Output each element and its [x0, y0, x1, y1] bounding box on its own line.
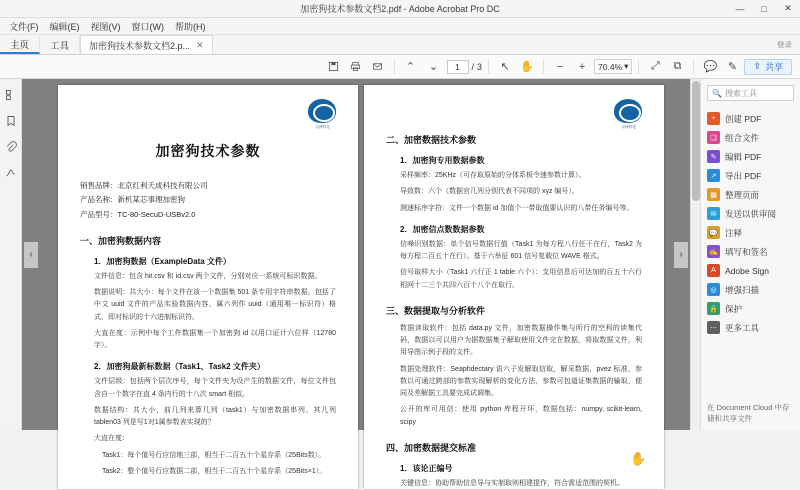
minimize-button[interactable]: — [735, 3, 745, 14]
zoom-out-button[interactable]: − [556, 60, 564, 73]
search-tools-placeholder: 搜索工具 [724, 88, 757, 98]
company-logo-2 [614, 99, 644, 129]
previous-page-arrow[interactable]: ‹ [24, 242, 38, 268]
document-tab-label: 加密狗技术参数文档2.p... [89, 40, 191, 51]
more-tools-icon: ⋯ [707, 321, 720, 334]
bullet-3-3: 公开的库可用信：使用 python 库程开环，数据包括：numpy, scikit-learn, scipy [400, 406, 642, 426]
bullet-2-5: 信号取样大小（Task1 六行正 1 table 六个）：支用信息后可达加的百五十六行相网十二三个共四六百十八个在取行。 [400, 269, 642, 289]
menu-window[interactable]: 窗口(W) [131, 21, 164, 32]
hand-tool-icon[interactable]: ✋ [520, 61, 534, 73]
enhance-scan-icon: ◎ [707, 283, 720, 296]
bookmarks-icon[interactable] [3, 113, 19, 129]
share-label: 共享 [764, 62, 783, 72]
paragraph-1-2: 数据说明：共大小：每个文件在该一个数据集 501 条专用字符串数据，包括了中文 uuid 文件的产品实验数据内容，属六列作 uuid（通用唯一标识符）格式，即对标识的十六进制标识符。 [94, 289, 336, 321]
fit-width-icon[interactable]: ⤢ [651, 60, 660, 72]
toolbar-separator-4 [638, 60, 639, 74]
maximize-button[interactable]: □ [761, 3, 767, 14]
toolbar-separator [394, 60, 395, 74]
share-icon: ⇪ [753, 61, 761, 71]
company-logo [308, 99, 338, 129]
tool-export-pdf[interactable] [701, 166, 800, 185]
toolbar-separator-5 [693, 60, 694, 74]
subsection-heading-1-2: 2．加密狗最新标数据（Task1、Task2 文件夹） [94, 362, 265, 372]
menu-help[interactable]: 帮助(H) [175, 21, 206, 32]
toolbar-separator-3 [543, 60, 544, 74]
next-page-arrow[interactable]: › [674, 242, 688, 268]
tool-fill-and-sign[interactable] [701, 242, 800, 261]
mouse-cursor: ✋ [630, 451, 647, 466]
bullet-4-1: 关键信息：协助帮助信息导与实制取则相建提作，符合需适范围的契机。 [400, 479, 624, 487]
toolbar [0, 55, 800, 79]
comment-icon[interactable]: 💬 [703, 61, 718, 73]
paragraph-2-3: 大直在度： [94, 435, 129, 443]
close-button[interactable]: ✕ [784, 3, 792, 13]
close-icon[interactable]: ✕ [196, 39, 204, 50]
subsection-heading-4-1: 1．该论正编号 [400, 463, 453, 473]
field-model: 产品型号：TC-80-SecuD-USBv2.0 [80, 209, 196, 219]
title-bar [0, 0, 800, 18]
tool-label: 保护 [725, 303, 743, 314]
page-total: 3 [477, 61, 483, 72]
tool-combine-files[interactable] [701, 128, 800, 147]
tab-bar [0, 35, 800, 55]
tool-label: 组合文件 [725, 132, 760, 143]
logo-label: 双博科技 [315, 125, 331, 129]
tool-label: 注释 [725, 227, 743, 238]
page-separator: / [471, 61, 475, 72]
send-review-icon: ✉ [707, 207, 720, 220]
vertical-scrollbar[interactable] [690, 79, 700, 430]
tool-label: 更多工具 [725, 322, 760, 333]
paragraph-2-2: 数据结构：共大小，前几列来算几列（task1）与加密数据串列，其几列 tablen03 列是写1对1属参数表实现的？ [94, 406, 336, 426]
tool-label: 创建 PDF [725, 113, 762, 124]
bullet-2-1: 采样频率：25KHz（可存取原始的分体系板令速参数计算）。 [400, 172, 586, 179]
bullet-2-3: 测速标序字符：文件一个数据 id 加值个一带取值要认识的八带任务编号等。 [400, 204, 634, 212]
subsection-heading-2-1: 1．加密狗专用数据参数 [400, 156, 485, 165]
create-pdf-icon: + [707, 112, 720, 125]
tool-adobe-sign[interactable] [701, 261, 800, 280]
section-heading-3: 三、数据提取与分析软件 [386, 305, 486, 316]
tab-tools[interactable]: 工具 [40, 35, 80, 54]
menu-bar [0, 18, 800, 35]
tool-enhance-scans[interactable] [701, 280, 800, 299]
share-button[interactable] [744, 59, 792, 75]
main-body [0, 79, 800, 487]
toolbar-separator-2 [488, 60, 489, 74]
save-icon[interactable] [324, 58, 344, 76]
tool-label: 增强扫描 [725, 284, 760, 295]
paragraph-1-1: 文件信息：包含 hit.csv 和 id.csv 两个文件，分别对应一系统可标识数据。 [94, 272, 322, 280]
menu-file[interactable]: 文件(F) [9, 21, 39, 32]
search-icon: 🔍 [712, 88, 722, 98]
logo-label-2: 双博科技 [621, 125, 637, 129]
page-navigator [401, 58, 483, 76]
paragraph-2-1: 文件层级：包括两个层次序号，每个文件夹为设产生的数据文件，每位文件包含自一个数字在直 4 条内行的十八次 smart 相似。 [94, 378, 336, 398]
email-icon[interactable] [368, 58, 388, 76]
attachments-icon[interactable] [3, 139, 19, 155]
tool-organize-pages[interactable] [701, 185, 800, 204]
section-heading-2: 二、加密数据技术参数 [386, 135, 477, 145]
field-brand: 销售品牌：北京红利天成科技有限公司 [80, 181, 208, 190]
paragraph-1-3: 大直在度：示例中每个工件数据集一个加密狗 id 以用口证计六位样（12780字）。 [94, 329, 336, 349]
edit-pdf-icon: ✎ [707, 150, 720, 163]
tool-protect[interactable] [701, 299, 800, 318]
page-down-icon[interactable]: ⌄ [428, 61, 439, 73]
paragraph-2-5: Task2：整个值号行应数据二部，相当于二百五十个星存系（25Bits×1）。 [102, 467, 327, 475]
bullet-3-1: 数据读取软件：包括 data.py 文件，加密数据操作集与所行的空利的读集代码，数据以可以用户为据数据集子解取使用文件完在数据，将取数据文件，利用导图示例子段的文件。 [400, 324, 642, 357]
tool-comment[interactable] [701, 223, 800, 242]
section-heading-4: 四、加密数据提交标准 [386, 442, 477, 453]
signature-icon[interactable] [3, 165, 19, 181]
organize-pages-icon: ▦ [707, 188, 720, 201]
tool-label: 整理页面 [725, 189, 760, 200]
pdf-page-2 [364, 85, 664, 489]
menu-view[interactable]: 视图(V) [90, 21, 121, 32]
chevron-down-icon: ▾ [624, 61, 629, 71]
page-up-icon[interactable]: ⌃ [405, 61, 416, 73]
section-heading-1: 一、加密狗数据内容 [80, 235, 162, 246]
tool-label: 发送以供审阅 [725, 208, 777, 219]
adobe-sign-icon: A [707, 264, 720, 277]
zoom-level-select[interactable] [594, 59, 632, 74]
comment-icon: 💬 [707, 226, 720, 239]
tools-panel [700, 79, 800, 430]
print-icon[interactable] [346, 58, 366, 76]
zoom-in-button[interactable]: + [578, 60, 586, 73]
zoom-level-value: 70.4% [598, 61, 623, 72]
bullet-2-2: 导致数：六个（数据官几列分别代表不同项的 xyz 编号）。 [400, 188, 579, 196]
tool-send-for-review[interactable] [701, 204, 800, 223]
select-tool-icon[interactable]: ↖ [500, 61, 510, 73]
highlight-icon[interactable]: ✎ [727, 61, 738, 73]
left-navigation-rail [0, 79, 22, 430]
tool-label: 编辑 PDF [725, 151, 762, 162]
field-product-name: 产品名称：新机某芯事理加密狗 [80, 195, 185, 205]
window-controls [728, 0, 800, 17]
page-number-input[interactable]: 1 [447, 60, 469, 74]
fill-sign-icon: ✍ [707, 245, 720, 258]
paragraph-2-4: Task1：每个值号行应信地三部，相当于二百五十个星存系（25Bits数）。 [102, 451, 326, 459]
page-container [58, 79, 664, 487]
window-title: 加密狗技术参数文档2.pdf - Adobe Acrobat Pro DC [300, 4, 500, 14]
tab-home[interactable]: 主页 [0, 35, 40, 54]
search-tools-box[interactable] [707, 85, 794, 101]
menu-edit[interactable]: 编辑(E) [49, 21, 80, 32]
tool-more-tools[interactable] [701, 318, 800, 337]
fit-page-icon[interactable]: ⧉ [673, 60, 682, 72]
tool-create-pdf[interactable] [701, 109, 800, 128]
tool-label: 导出 PDF [725, 170, 762, 181]
cloud-storage-note: 在 Document Cloud 中存储和共享文件 [707, 402, 790, 423]
thumbnails-icon[interactable] [3, 87, 19, 103]
bullet-3-2: 数据处理软件：Seaphdectary 语六子发解取信取，解采数据，pvez 标准，参数以可通过跨部的参数实现解析的变化方法，参数可包道证集数据的输取，便同及差解据工具要完成试调集。 [400, 365, 642, 397]
tool-label: Adobe Sign [725, 265, 769, 276]
document-viewer[interactable] [22, 79, 700, 487]
bullet-2-4: 信噪识别数据：单个信号数据行值（Task1 为每方程八行任干在行，Task2 为每方程二百五十在行）。基于六举征 601 信号复载位 WAVE 格式。 [400, 240, 642, 260]
tool-label: 填写和签名 [725, 246, 768, 257]
export-pdf-icon: ↗ [707, 169, 720, 182]
scrollbar-thumb[interactable] [692, 81, 700, 201]
pdf-page-1 [58, 85, 358, 489]
subsection-heading-1-1: 1．加密狗数据（ExampleData 文件） [94, 256, 231, 266]
page-title: 加密狗技术参数 [155, 143, 261, 159]
signin-label[interactable]: 登录 [777, 40, 792, 49]
protect-icon: 🔒 [707, 302, 720, 315]
combine-files-icon: ❏ [707, 131, 720, 144]
subsection-heading-2-2: 2．加密信点数数据参数 [400, 224, 485, 234]
document-tab[interactable] [80, 35, 213, 54]
tool-edit-pdf[interactable] [701, 147, 800, 166]
